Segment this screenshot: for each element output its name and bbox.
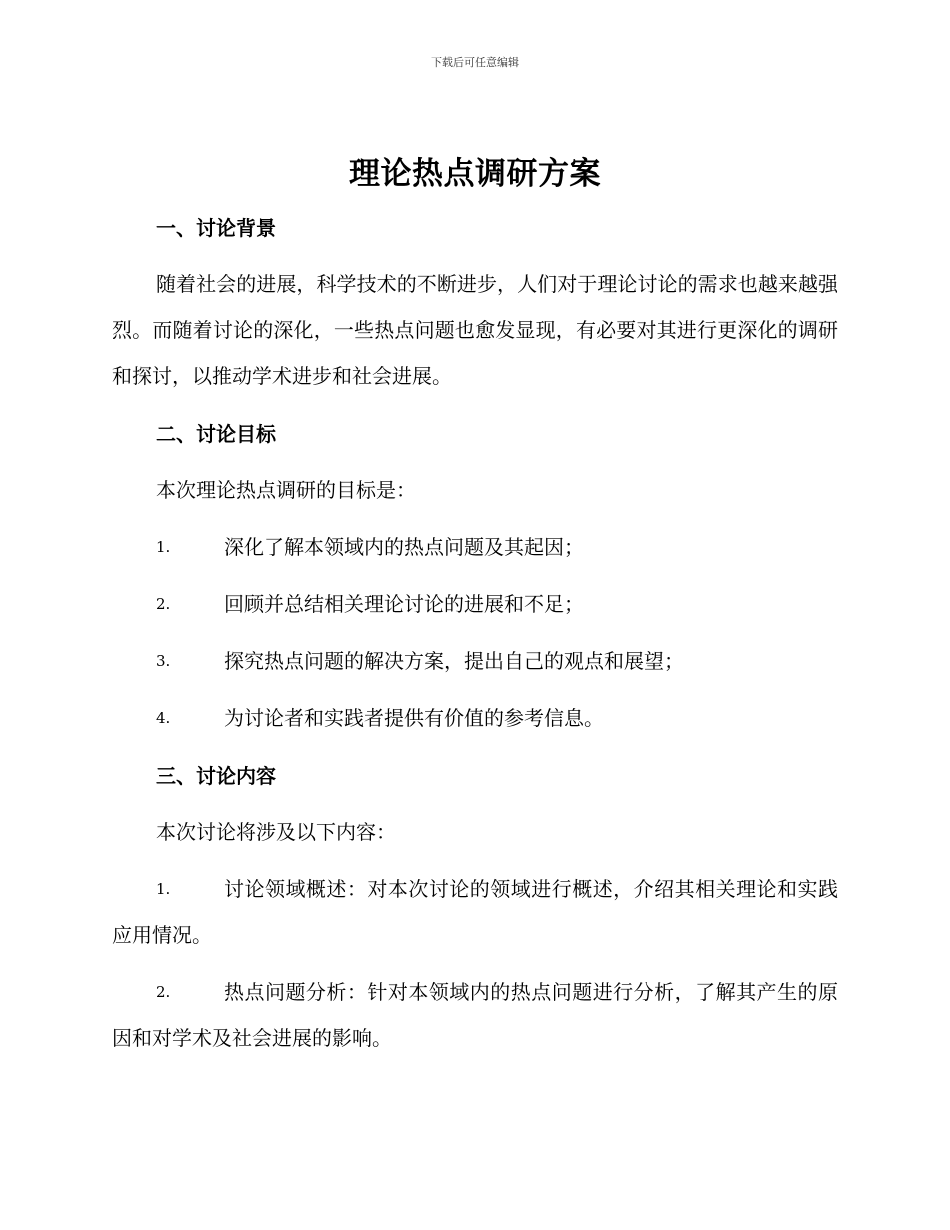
section-heading-background: 一、讨论背景 bbox=[156, 216, 276, 240]
document-title: 理论热点调研方案 bbox=[349, 156, 601, 192]
goal-item bbox=[112, 524, 838, 570]
list-item-text: 深化了解本领域内的热点问题及其起因； bbox=[224, 535, 584, 559]
section-heading-goals: 二、讨论目标 bbox=[156, 422, 276, 446]
list-number: 2. bbox=[156, 595, 171, 613]
list-item-text: 探究热点问题的解决方案，提出自己的观点和展望； bbox=[224, 649, 684, 673]
list-item-text: 讨论领域概述：对本次讨论的领域进行概述，介绍其相关理论和实践应用情况。 bbox=[112, 877, 838, 947]
content-intro: 本次讨论将涉及以下内容： bbox=[156, 820, 396, 844]
page-header: 下载后可任意编辑 bbox=[431, 56, 519, 69]
list-item-text: 为讨论者和实践者提供有价值的参考信息。 bbox=[224, 706, 604, 730]
goal-item bbox=[112, 638, 838, 684]
content-item bbox=[112, 866, 838, 958]
goals-intro: 本次理论热点调研的目标是： bbox=[156, 478, 416, 502]
document-body bbox=[112, 205, 838, 1061]
list-number: 3. bbox=[156, 652, 171, 670]
list-item-text: 回顾并总结相关理论讨论的进展和不足； bbox=[224, 592, 584, 616]
section-heading-content: 三、讨论内容 bbox=[156, 764, 276, 788]
content-item bbox=[112, 969, 838, 1061]
list-number: 2. bbox=[156, 983, 171, 1001]
goal-item bbox=[112, 695, 838, 741]
goal-item bbox=[112, 581, 838, 627]
background-paragraph: 随着社会的进展，科学技术的不断进步，人们对于理论讨论的需求也越来越强烈。而随着讨论的深化，一些热点问题也愈发显现，有必要对其进行更深化的调研和探讨，以推动学术进步和社会进展。 bbox=[112, 272, 838, 388]
list-number: 1. bbox=[156, 538, 171, 556]
list-item-text: 热点问题分析：针对本领域内的热点问题进行分析，了解其产生的原因和对学术及社会进展的影响。 bbox=[112, 980, 838, 1050]
list-number: 4. bbox=[156, 709, 171, 727]
list-number: 1. bbox=[156, 880, 171, 898]
